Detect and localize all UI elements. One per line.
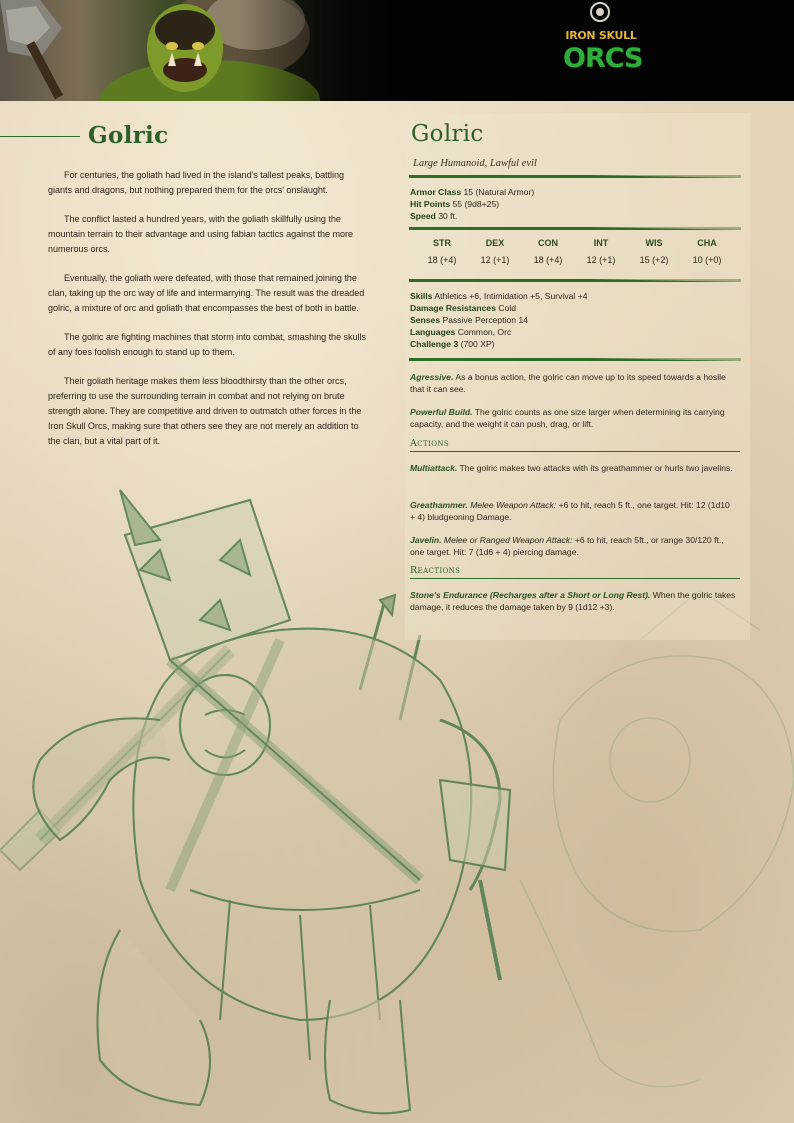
senses-label: Senses bbox=[410, 315, 441, 325]
speed bbox=[410, 210, 457, 222]
languages bbox=[410, 326, 511, 338]
trait-agressive bbox=[410, 371, 736, 395]
hit-points bbox=[410, 198, 499, 210]
lore-text bbox=[48, 168, 368, 463]
armor-class bbox=[410, 186, 534, 198]
ability-value: 15 (+2) bbox=[639, 255, 669, 265]
reaction-name: Stone's Endurance (Recharges after a Short or Long Rest). bbox=[410, 590, 651, 600]
orc-portrait-illustration bbox=[0, 0, 400, 101]
statblock-type: Large Humanoid, Lawful evil bbox=[413, 158, 537, 169]
speed-value: 30 ft. bbox=[438, 211, 458, 221]
action-name: Multiattack. bbox=[410, 463, 458, 473]
action-text: The golric makes two attacks with its greathammer or hurls two javelins. bbox=[459, 463, 733, 473]
trait-powerful-build bbox=[410, 406, 736, 430]
action-greathammer bbox=[410, 499, 736, 523]
divider bbox=[409, 358, 741, 361]
lore-paragraph: The golric are fighting machines that storm into combat, smashing the skulls of any foes foolish enough to stand up to them. bbox=[48, 332, 366, 357]
actions-heading: Actions bbox=[410, 438, 740, 452]
action-attack-type: Melee Weapon Attack: bbox=[470, 500, 557, 510]
ability-value: 12 (+1) bbox=[480, 255, 510, 265]
orc-portrait-art bbox=[0, 0, 400, 101]
reaction-text: When the golric takes damage, it reduces the damage taken by 9 (1d12 +3). bbox=[410, 590, 736, 612]
statblock-name: Golric bbox=[411, 121, 484, 147]
ability-name: CHA bbox=[697, 238, 717, 248]
languages-label: Languages bbox=[410, 327, 456, 337]
lore-paragraph: Their goliath heritage makes them less bloodthirsty than the other orcs, preferring to use the surrounding terrain in combat and not relying on brute strength alone. They are competitive and driven to outmatch other forces in the Iron Skull Orcs, making sure that others see they are not merely an addition to the clan, but a vital part of it. bbox=[48, 376, 362, 446]
action-multiattack bbox=[410, 462, 736, 474]
challenge bbox=[410, 338, 495, 350]
skull-emblem-icon bbox=[590, 2, 610, 22]
lore-title: Golric bbox=[88, 122, 169, 149]
skills bbox=[410, 290, 588, 302]
challenge-label: Challenge 3 bbox=[410, 339, 459, 349]
divider bbox=[409, 227, 741, 230]
ability-name: DEX bbox=[485, 238, 505, 248]
logo-bottom-text: ORCS bbox=[563, 43, 643, 74]
reaction-stones-endurance bbox=[410, 589, 736, 613]
divider bbox=[409, 279, 741, 282]
hit-points-value: 55 (9d8+25) bbox=[452, 199, 500, 209]
lore-paragraph: The conflict lasted a hundred years, with the goliath skillfully using the mountain terrain to their advantage and using fabian tactics against the more numerous orcs. bbox=[48, 214, 354, 254]
lore-paragraph: For centuries, the goliath had lived in the island's tallest peaks, battling giants and dragons, but nothing prepared them for the orcs' onslaught. bbox=[48, 170, 345, 195]
speed-label: Speed bbox=[410, 211, 436, 221]
skills-value: Athletics +6, Intimidation +5, Survival +4 bbox=[434, 291, 588, 301]
action-name: Greathammer. bbox=[410, 500, 468, 510]
lore-paragraph: Eventually, the goliath were defeated, with those that remained joining the clan, taking up the orc way of life and intermarrying. The result was the dreaded golric, a mixture of orc and goliath that encompasses the best of both in battle. bbox=[48, 273, 365, 313]
damage-resistances-label: Damage Resistances bbox=[410, 303, 496, 313]
ability-int bbox=[576, 236, 626, 265]
ability-name: STR bbox=[433, 238, 451, 248]
ability-cha bbox=[682, 236, 732, 265]
damage-resistances bbox=[410, 302, 516, 314]
reactions-heading: Reactions bbox=[410, 565, 740, 579]
ability-name: INT bbox=[593, 238, 609, 248]
senses-value: Passive Perception 14 bbox=[442, 315, 529, 325]
ability-scores bbox=[409, 236, 741, 276]
armor-class-value: 15 (Natural Armor) bbox=[463, 187, 535, 197]
logo-top-text: IRON SKULL bbox=[565, 29, 637, 42]
trait-text: The golric counts as one size larger when determining its carrying capacity, and the weight it can push, drag, or lift. bbox=[410, 407, 725, 429]
action-text: +6 to hit, reach 5 ft., one target. Hit: 12 (1d10 + 4) bludgeoning Damage. bbox=[410, 500, 730, 522]
skills-label: Skills bbox=[410, 291, 433, 301]
ability-value: 18 (+4) bbox=[427, 255, 457, 265]
ability-dex bbox=[470, 236, 520, 265]
action-text: +6 to hit, reach 5ft., or range 30/120 ft., one target. Hit: 7 (1d6 + 4) piercing damage. bbox=[410, 535, 724, 557]
trait-name: Agressive. bbox=[410, 372, 454, 382]
hit-points-label: Hit Points bbox=[410, 199, 451, 209]
divider bbox=[409, 175, 741, 178]
action-attack-type: Melee or Ranged Weapon Attack: bbox=[443, 535, 573, 545]
statblock bbox=[405, 113, 750, 640]
languages-value: Common, Orc bbox=[457, 327, 512, 337]
action-javelin bbox=[410, 534, 736, 558]
iron-skull-orcs-logo bbox=[563, 2, 643, 92]
ability-str bbox=[417, 236, 467, 265]
header-banner bbox=[0, 0, 794, 101]
senses bbox=[410, 314, 528, 326]
ability-value: 18 (+4) bbox=[533, 255, 563, 265]
ability-wis bbox=[629, 236, 679, 265]
ability-con bbox=[523, 236, 573, 265]
ability-name: CON bbox=[538, 238, 558, 248]
challenge-value: (700 XP) bbox=[460, 339, 495, 349]
action-name: Javelin. bbox=[410, 535, 442, 545]
trait-name: Powerful Build. bbox=[410, 407, 473, 417]
armor-class-label: Armor Class bbox=[410, 187, 462, 197]
ability-name: WIS bbox=[645, 238, 663, 248]
title-rule bbox=[0, 136, 80, 137]
ability-value: 10 (+0) bbox=[692, 255, 722, 265]
ability-value: 12 (+1) bbox=[586, 255, 616, 265]
damage-resistances-value: Cold bbox=[498, 303, 517, 313]
trait-text: As a bonus action, the golric can move up to its speed towards a hosile that it can see. bbox=[410, 372, 726, 394]
